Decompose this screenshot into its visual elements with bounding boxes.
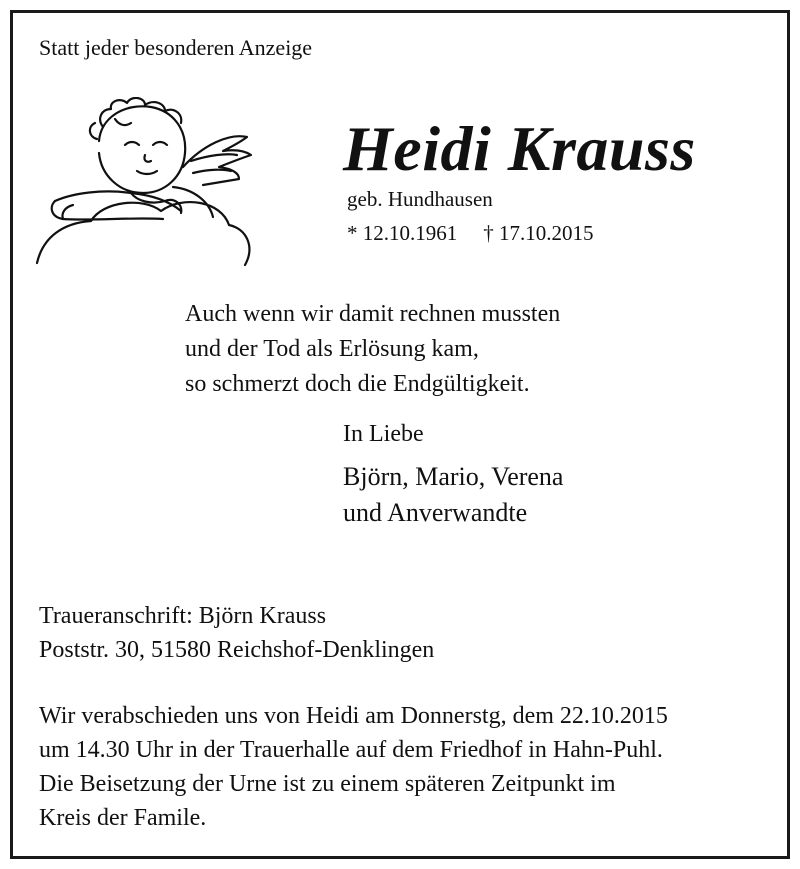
verse-line: so schmerzt doch die Endgültigkeit. (185, 371, 530, 397)
signature-line: und Anverwandte (343, 498, 528, 527)
service-line: Wir verabschieden uns von Heidi am Donnerstg, dem 22.10.2015 (39, 703, 668, 729)
service-line: um 14.30 Uhr in der Trauerhalle auf dem Friedhof in Hahn-Puhl. (39, 737, 663, 763)
service-line: Kreis der Famile. (39, 805, 207, 831)
obituary-frame (10, 10, 790, 859)
life-dates (347, 221, 594, 246)
mourning-address (39, 599, 434, 667)
verse-line: Auch wenn wir damit rechnen mussten (185, 301, 561, 327)
header-note: Statt jeder besonderen Anzeige (39, 35, 313, 60)
address-line: Traueranschrift: Björn Krauss (39, 603, 327, 629)
signature-intro: In Liebe (343, 421, 424, 447)
memorial-verse (185, 297, 560, 402)
service-notice (39, 699, 668, 835)
signature-names (343, 459, 563, 531)
birth-date: * 12.10.1961 (347, 221, 458, 245)
angel-cherub-icon (33, 97, 263, 277)
death-date: † 17.10.2015 (483, 221, 594, 245)
service-line: Die Beisetzung der Urne ist zu einem späteren Zeitpunkt im (39, 771, 616, 797)
signature-line: Björn, Mario, Verena (343, 462, 564, 491)
deceased-name: Heidi Krauss (343, 113, 696, 184)
address-line: Poststr. 30, 51580 Reichshof-Denklingen (39, 637, 435, 663)
maiden-name: geb. Hundhausen (347, 187, 493, 211)
verse-line: und der Tod als Erlösung kam, (185, 336, 479, 362)
